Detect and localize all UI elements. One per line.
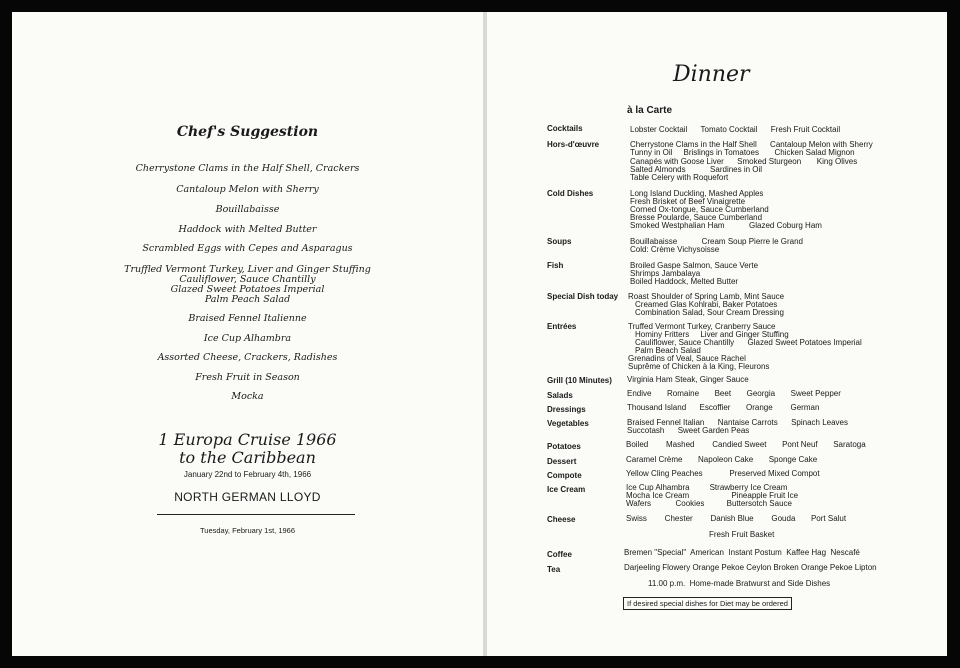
menu-line: Wafers Cookies Buttersotch Sauce xyxy=(626,499,792,508)
menu-line: Boiled Haddock, Melted Butter xyxy=(630,277,739,286)
cruise-title-line2: to the Caribbean xyxy=(179,448,316,467)
category-hors-doeuvre: Hors-d'œuvre xyxy=(547,140,600,149)
category-fish: Fish xyxy=(547,261,564,270)
menu-line: Salted Almonds Sardines in Oil xyxy=(630,165,763,174)
suggestion-item: Truffled Vermont Turkey, Liver and Ginger Stuffing xyxy=(124,264,371,275)
suggestion-item: Haddock with Melted Butter xyxy=(178,224,317,235)
menu-line: Virginia Ham Steak, Ginger Sauce xyxy=(627,375,749,384)
category-soups: Soups xyxy=(547,237,572,246)
menu-line: Cold: Crème Vichysoisse xyxy=(630,245,720,254)
menu-line: Long Island Duckling, Mashed Apples xyxy=(630,189,764,198)
category-ice-cream: Ice Cream xyxy=(547,485,586,494)
menu-line: Lobster Cocktail Tomato Cocktail Fresh Fruit Cocktail xyxy=(630,125,841,134)
suggestion-item: Scrambled Eggs with Cepes and Asparagus xyxy=(142,243,353,254)
menu-line: Swiss Chester Danish Blue Gouda Port Salut xyxy=(626,514,847,523)
menu-line: Creamed Glas Kohlrabi, Baker Potatoes xyxy=(635,300,778,309)
menu-line: Hominy Fritters Liver and Ginger Stuffing xyxy=(635,330,789,339)
menu-line: Bouillabaisse Cream Soup Pierre le Grand xyxy=(630,237,803,246)
menu-line: Corned Ox-tongue, Sauce Cumberland xyxy=(630,205,769,214)
suggestion-item: Cauliflower, Sauce Chantilly xyxy=(179,274,316,285)
suggestion-item: Palm Peach Salad xyxy=(204,294,291,305)
menu-line: Roast Shoulder of Spring Lamb, Mint Sauce xyxy=(628,292,785,301)
suggestion-item: Fresh Fruit in Season xyxy=(195,372,300,383)
suggestion-item: Assorted Cheese, Crackers, Radishes xyxy=(157,352,338,363)
menu-line: Succotash Sweet Garden Peas xyxy=(627,426,750,435)
category-dressings: Dressings xyxy=(547,405,586,414)
menu-line: Cauliflower, Sauce Chantilly Glazed Sweet Potatoes Imperial xyxy=(635,338,862,347)
suggestion-item: Ice Cup Alhambra xyxy=(203,333,292,344)
category-coffee: Coffee xyxy=(547,550,572,559)
menu-line: Shrimps Jambalaya xyxy=(630,269,701,278)
category-cheese: Cheese xyxy=(547,515,576,524)
company-name: NORTH GERMAN LLOYD xyxy=(174,490,321,504)
category-grill: Grill (10 Minutes) xyxy=(547,376,612,385)
menu-line: Table Celery with Roquefort xyxy=(630,173,729,182)
chefs-suggestion-title: Chef's Suggestion xyxy=(176,124,319,140)
menu-line: Tunny in Oil Brislings in Tomatoes Chicken Salad Mignon xyxy=(630,148,855,157)
late-night-line: 11.00 p.m. Home-made Bratwurst and Side Dishes xyxy=(648,579,831,588)
menu-line: Cherrystone Clams in the Half Shell Cantaloup Melon with Sherry xyxy=(630,140,873,149)
menu-line: Boiled Mashed Candied Sweet Pont Neuf Saratoga xyxy=(626,440,866,449)
tea-line: Darjeeling Flowery Orange Pekoe Ceylon Broken Orange Pekoe Lipton xyxy=(624,563,877,572)
fresh-fruit-basket: Fresh Fruit Basket xyxy=(709,530,775,539)
menu-line: Endive Romaine Beet Georgia Sweet Pepper xyxy=(627,389,841,398)
category-potatoes: Potatoes xyxy=(547,442,581,451)
menu-date: Tuesday, February 1st, 1966 xyxy=(199,526,296,535)
suggestion-item: Glazed Sweet Potatoes Imperial xyxy=(170,284,325,295)
dinner-title: Dinner xyxy=(673,62,750,87)
menu-line: Palm Beach Salad xyxy=(635,346,701,355)
category-special-dish: Special Dish today xyxy=(547,292,619,301)
category-dessert: Dessert xyxy=(547,457,577,466)
suggestion-item: Cantaloup Melon with Sherry xyxy=(176,184,319,195)
coffee-line: Bremen "Special" American Instant Postum Kaffee Hag Nescafé xyxy=(624,548,860,557)
suggestion-item: Bouillabaisse xyxy=(215,204,280,215)
menu-line: Braised Fennel Italian Nantaise Carrots Spinach Leaves xyxy=(627,418,849,427)
cruise-dates: January 22nd to February 4th, 1966 xyxy=(183,470,312,479)
menu-line: Mocha Ice Cream Pineapple Fruit Ice xyxy=(626,491,799,500)
menu-line: Canapés with Goose Liver Smoked Sturgeon King Olives xyxy=(630,157,858,166)
category-cocktails: Cocktails xyxy=(547,124,583,133)
menu-line: Smoked Westphalian Ham Glazed Coburg Ham xyxy=(630,221,822,230)
a-la-carte-subtitle: à la Carte xyxy=(627,105,673,116)
menu-line: Suprême of Chicken à la King, Fleurons xyxy=(628,362,770,371)
divider-line xyxy=(157,514,355,515)
left-page xyxy=(12,12,483,656)
menu-line: Yellow Cling Peaches Preserved Mixed Compot xyxy=(626,469,820,478)
category-vegetables: Vegetables xyxy=(547,419,589,428)
suggestion-item: Mocka xyxy=(231,391,264,402)
suggestion-item: Braised Fennel Italienne xyxy=(188,313,307,324)
menu-line: Grenadins of Veal, Sauce Rachel xyxy=(628,354,746,363)
menu-line: Ice Cup Alhambra Strawberry Ice Cream xyxy=(626,483,788,492)
menu-line: Combination Salad, Sour Cream Dressing xyxy=(635,308,784,317)
menu-line: Caramel Crème Napoleon Cake Sponge Cake xyxy=(626,455,818,464)
category-tea: Tea xyxy=(547,565,561,574)
diet-note: If desired special dishes for Diet may be ordered xyxy=(623,597,792,610)
suggestion-item: Cherrystone Clams in the Half Shell, Crackers xyxy=(135,163,360,174)
category-compote: Compote xyxy=(547,471,582,480)
menu-line: Truffed Vermont Turkey, Cranberry Sauce xyxy=(628,322,776,331)
menu-line: Fresh Brisket of Beef Vinaigrette xyxy=(630,197,746,206)
cruise-title-line1: 1 Europa Cruise 1966 xyxy=(158,430,337,449)
category-salads: Salads xyxy=(547,391,573,400)
category-cold-dishes: Cold Dishes xyxy=(547,189,594,198)
menu-line: Bresse Poularde, Sauce Cumberland xyxy=(630,213,763,222)
menu-line: Broiled Gaspe Salmon, Sauce Verte xyxy=(630,261,759,270)
menu-line: Thousand Island Escoffier Orange German xyxy=(627,403,820,412)
category-entrees: Entrées xyxy=(547,322,577,331)
right-page xyxy=(487,12,947,656)
